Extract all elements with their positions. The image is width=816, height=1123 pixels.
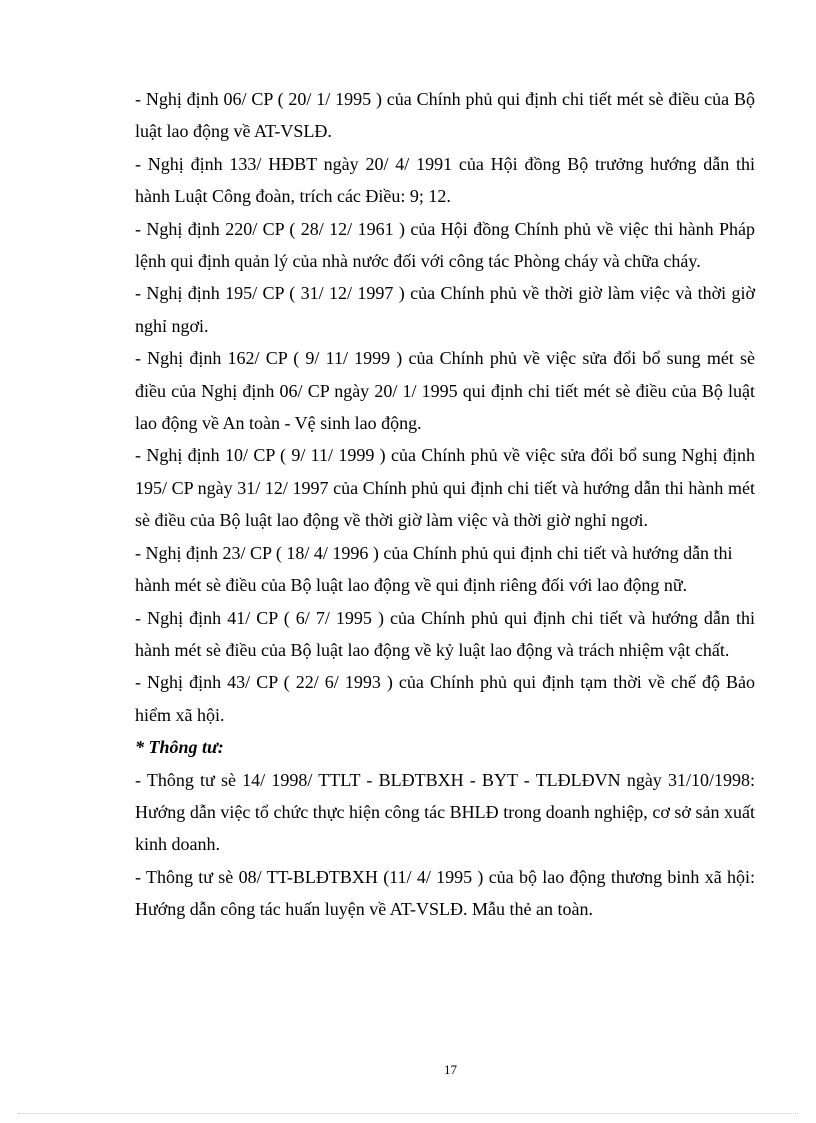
- paragraph-thong-tu-08: - Thông tư sè 08/ TT-BLĐTBXH (11/ 4/ 1995 ) của bộ lao động thương binh xã hội: Hướng dẫn công tác huấn luyện về AT-VSLĐ. Mẫu thẻ an toàn.: [135, 866, 755, 920]
- page-footer: [0, 1062, 816, 1082]
- paragraph-nghi-dinh-162: - Nghị định 162/ CP ( 9/ 11/ 1999 ) của Chính phủ về việc sửa đổi bổ sung mét sè điều của Nghị định 06/ CP ngày 20/ 1/ 1995 qui định chi tiết mét sè điều của Bộ luật lao động về An toàn - Vệ sinh lao động.: [135, 348, 755, 434]
- page-bottom-divider: [18, 1113, 798, 1114]
- paragraph-nghi-dinh-133: - Nghị định 133/ HĐBT ngày 20/ 4/ 1991 của Hội đồng Bộ trưởng hướng dẫn thi hành Luật Công đoàn, trích các Điều: 9; 12.: [135, 153, 755, 207]
- paragraph-nghi-dinh-23: - Nghị định 23/ CP ( 18/ 4/ 1996 ) của Chính phủ qui định chi tiết và hướng dẫn thi: [135, 542, 733, 563]
- paragraph-thong-tu-14: - Thông tư sè 14/ 1998/ TTLT - BLĐTBXH - BYT - TLĐLĐVN ngày 31/10/1998: Hướng dẫn việc tổ chức thực hiện công tác BHLĐ trong doanh nghiệp, cơ sở sản xuất kinh doanh.: [135, 769, 755, 855]
- section-heading-thong-tu: * Thông tư:: [135, 737, 224, 758]
- paragraph-nghi-dinh-23-continued: hành mét sè điều của Bộ luật lao động về qui định riêng đối với lao động nữ.: [135, 575, 688, 596]
- paragraph-nghi-dinh-10: - Nghị định 10/ CP ( 9/ 11/ 1999 ) của Chính phủ về việc sửa đổi bổ sung Nghị định 195/ CP ngày 31/ 12/ 1997 của Chính phủ qui định chi tiết và hướng dẫn thi hành mét sè điều của Bộ luật lao động về thời giờ làm việc và thời giờ nghỉ ngơi.: [135, 445, 755, 531]
- paragraph-nghi-dinh-41: - Nghị định 41/ CP ( 6/ 7/ 1995 ) của Chính phủ qui định chi tiết và hướng dẫn thi hành mét sè điều của Bộ luật lao động về kỷ luật lao động và trách nhiệm vật chất.: [135, 607, 755, 660]
- paragraph-nghi-dinh-43: - Nghị định 43/ CP ( 22/ 6/ 1993 ) của Chính phủ qui định tạm thời về chế độ Bảo hiểm xã hội.: [135, 672, 755, 725]
- paragraph-nghi-dinh-06: - Nghị định 06/ CP ( 20/ 1/ 1995 ) của Chính phủ qui định chi tiết mét sè điều của Bộ luật lao động về AT-VSLĐ.: [135, 89, 755, 142]
- paragraph-nghi-dinh-195: - Nghị định 195/ CP ( 31/ 12/ 1997 ) của Chính phủ về thời giờ làm việc và thời giờ nghỉ ngơi.: [135, 283, 755, 336]
- document-body: [135, 83, 755, 926]
- paragraph-nghi-dinh-220: - Nghị định 220/ CP ( 28/ 12/ 1961 ) của Hội đồng Chính phủ về việc thi hành Pháp lệnh qui định quản lý của nhà nước đối với công tác Phòng cháy và chữa cháy.: [135, 218, 755, 272]
- page-number: 17: [444, 1062, 457, 1077]
